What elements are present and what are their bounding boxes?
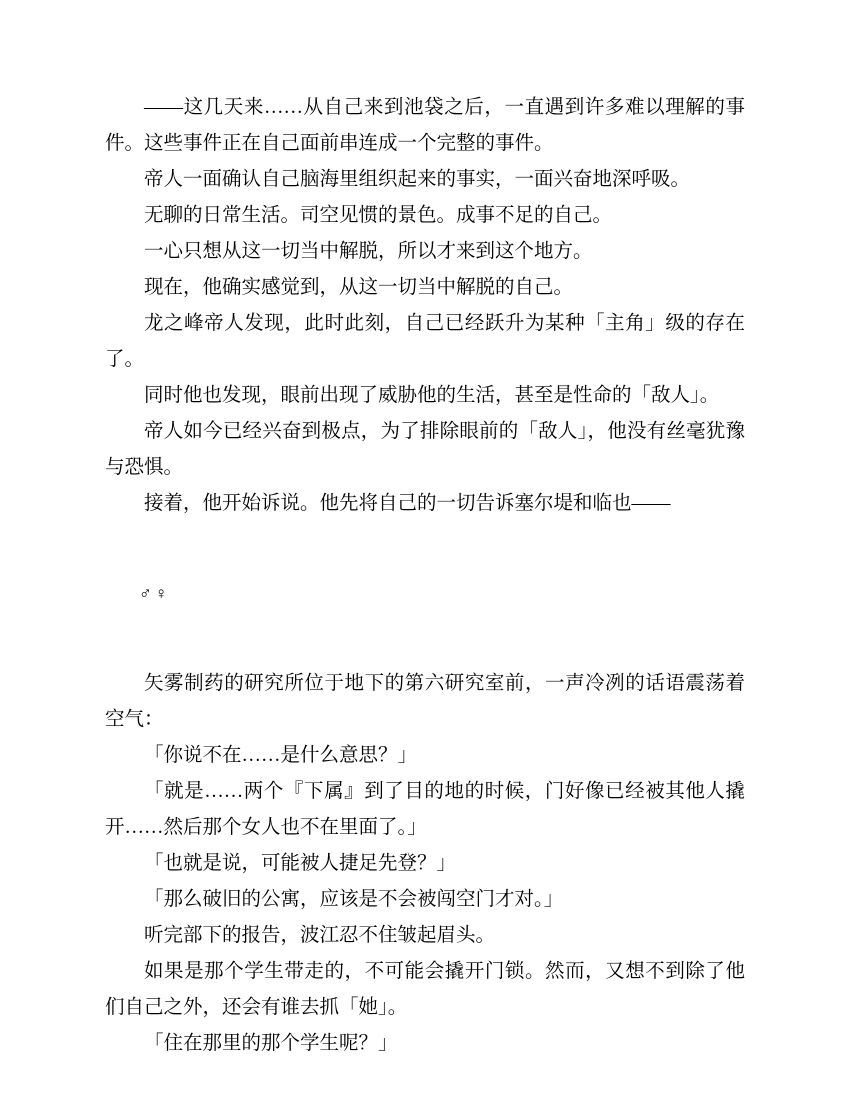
paragraph: 一心只想从这一切当中解脱，所以才来到这个地方。 <box>144 241 593 262</box>
paragraph: 「你说不在……是什么意思？」 <box>144 745 418 766</box>
section-two <box>105 666 745 1062</box>
paragraph: 「就是……两个『下属』到了目的地的时候，门好像已经被其他人撬开……然后那个女人也不在里面了。」 <box>105 781 745 838</box>
paragraph: 同时他也发现，眼前出现了威胁他的生活，甚至是性命的「敌人」。 <box>144 385 720 406</box>
paragraph: 帝人一面确认自己脑海里组织起来的事实，一面兴奋地深呼吸。 <box>144 169 691 190</box>
paragraph: 帝人如今已经兴奋到极点，为了排除眼前的「敌人」，他没有丝毫犹豫与恐惧。 <box>105 421 745 478</box>
section-one <box>105 90 745 522</box>
paragraph: 现在，他确实感觉到，从这一切当中解脱的自己。 <box>144 277 574 298</box>
section-gap-after-divider <box>105 612 745 666</box>
paragraph: 「那么破旧的公寓，应该是不会被闯空门才对。」 <box>144 889 564 910</box>
page-body <box>105 90 745 1062</box>
paragraph: 龙之峰帝人发现，此时此刻，自己已经跃升为某种「主角」级的存在了。 <box>105 313 745 370</box>
scene-divider-symbols: ♂♀ <box>139 584 171 603</box>
paragraph: 听完部下的报告，波江忍不住皱起眉头。 <box>144 925 496 946</box>
paragraph: 「也就是说，可能被人捷足先登？」 <box>144 853 457 874</box>
paragraph: 「住在那里的那个学生呢？」 <box>144 1033 398 1054</box>
paragraph: 接着，他开始诉说。他先将自己的一切告诉塞尔堤和临也—— <box>144 493 671 514</box>
paragraph: 矢雾制药的研究所位于地下的第六研究室前，一声冷冽的话语震荡着空气： <box>105 673 745 730</box>
paragraph: 如果是那个学生带走的，不可能会撬开门锁。然而，又想不到除了他们自己之外，还会有谁去抓「她」。 <box>105 961 745 1018</box>
paragraph: ——这几天来……从自己来到池袋之后，一直遇到许多难以理解的事件。这些事件正在自己面前串连成一个完整的事件。 <box>105 97 745 154</box>
paragraph: 无聊的日常生活。司空见惯的景色。成事不足的自己。 <box>144 205 613 226</box>
section-gap-before-divider <box>105 522 745 576</box>
